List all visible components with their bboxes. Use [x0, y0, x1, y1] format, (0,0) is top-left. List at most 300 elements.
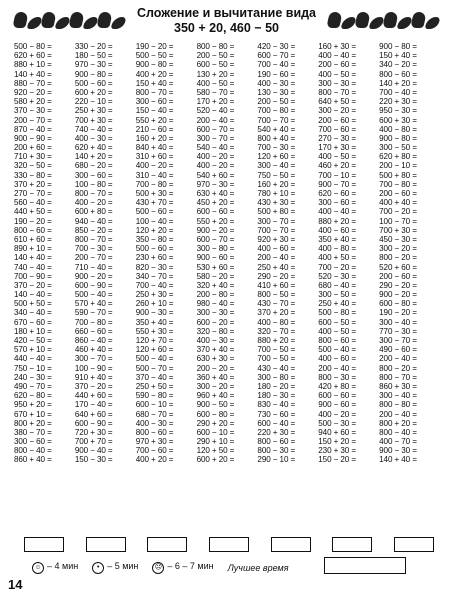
- answer-box[interactable]: [86, 537, 126, 552]
- exercise-item: 400 − 80 =: [257, 317, 296, 327]
- exercise-item: 700 − 80 =: [74, 317, 113, 327]
- exercise-item: 300 − 20 =: [318, 106, 356, 116]
- exercise-item: 460 + 20 =: [318, 161, 356, 171]
- exercise-item: 530 + 60 =: [196, 262, 235, 272]
- exercise-item: 210 − 60 =: [135, 124, 174, 134]
- exercise-item: 900 − 60 =: [318, 400, 356, 410]
- exercise-item: 570 + 40 =: [74, 299, 113, 309]
- exercise-item: 370 − 20 =: [14, 280, 52, 290]
- exercise-item: 840 + 40 =: [135, 143, 174, 153]
- exercise-item: 350 − 80 =: [135, 234, 174, 244]
- exercise-item: 240 − 30 =: [14, 372, 52, 382]
- exercise-item: 270 − 70 =: [14, 189, 52, 198]
- exercise-item: 700 + 70 =: [74, 437, 113, 447]
- exercise-item: 900 − 80 =: [379, 133, 417, 143]
- exercise-item: 200 − 60 =: [379, 271, 417, 281]
- exercise-item: 700 + 30 =: [379, 225, 417, 235]
- exercise-item: 570 + 10 =: [14, 345, 52, 355]
- sad-face-icon: ☹: [152, 562, 164, 574]
- page-header: [14, 6, 439, 40]
- exercise-item: 200 − 40 =: [379, 354, 417, 364]
- exercise-item: 120 + 50 =: [196, 446, 235, 456]
- exercise-item: 300 − 80 =: [196, 244, 235, 254]
- exercise-item: 300 − 30 =: [318, 78, 356, 88]
- exercise-item: 590 − 80 =: [135, 391, 174, 401]
- exercise-grid: [14, 42, 440, 465]
- exercise-item: 190 − 20 =: [14, 216, 52, 226]
- exercise-item: 800 − 60 =: [379, 69, 417, 79]
- exercise-item: 800 − 60 =: [318, 336, 356, 345]
- answer-box[interactable]: [271, 537, 311, 552]
- exercise-item: 900 − 60 =: [196, 253, 235, 263]
- exercise-item: 700 − 70 =: [257, 115, 296, 125]
- exercise-item: 140 + 40 =: [14, 253, 52, 263]
- exercise-item: 190 − 20 =: [135, 42, 174, 51]
- exercise-item: 300 − 60 =: [135, 97, 174, 107]
- exercise-item: 600 − 50 =: [196, 60, 235, 70]
- exercise-item: 750 − 50 =: [257, 170, 296, 180]
- best-time-label: Лучшее время: [227, 562, 289, 573]
- exercise-item: 750 − 10 =: [14, 363, 52, 373]
- exercise-item: 300 − 70 =: [196, 133, 235, 143]
- exercise-item: 800 + 20 =: [14, 418, 52, 428]
- exercise-item: 200 − 70 =: [74, 253, 113, 263]
- exercise-item: 860 − 40 =: [74, 336, 113, 345]
- exercise-item: 300 − 60 =: [74, 170, 113, 180]
- exercise-item: 880 + 10 =: [14, 60, 52, 70]
- exercise-item: 250 + 30 =: [135, 290, 174, 300]
- exercise-item: 300 − 40 =: [379, 317, 417, 327]
- exercise-item: 290 + 10 =: [196, 437, 235, 447]
- exercise-item: 500 − 70 =: [135, 363, 174, 373]
- exercise-item: 860 + 30 =: [379, 381, 417, 391]
- exercise-item: 150 + 40 =: [135, 78, 174, 88]
- exercise-item: 970 − 30 =: [196, 179, 235, 189]
- exercise-item: 600 − 90 =: [74, 280, 113, 290]
- exercise-item: 400 − 40 =: [318, 51, 356, 61]
- exercise-item: 250 + 40 =: [318, 299, 356, 309]
- exercise-item: 130 − 30 =: [257, 87, 296, 97]
- exercise-item: 370 + 40 =: [196, 345, 235, 355]
- exercise-item: 610 + 60 =: [14, 234, 52, 244]
- exercise-item: 550 + 20 =: [196, 216, 235, 226]
- exercise-item: 400 + 40 =: [379, 198, 417, 208]
- exercise-item: 660 − 60 =: [74, 326, 113, 336]
- exercise-item: 880 + 20 =: [257, 336, 296, 345]
- exercise-item: 120 + 70 =: [135, 336, 174, 345]
- exercise-item: 700 − 80 =: [135, 179, 174, 189]
- exercise-item: 540 + 60 =: [196, 170, 235, 180]
- exercise-item: 800 − 60 =: [135, 427, 174, 437]
- exercise-item: 700 − 50 =: [257, 354, 296, 364]
- exercise-item: 420 − 30 =: [257, 42, 296, 51]
- exercise-item: 800 + 40 =: [257, 133, 296, 143]
- exercise-item: 300 − 70 =: [257, 216, 296, 226]
- exercise-item: 260 + 10 =: [135, 299, 174, 309]
- exercise-item: 400 + 20 =: [135, 455, 174, 465]
- exercise-item: 400 − 40 =: [318, 207, 356, 217]
- exercise-item: 100 − 70 =: [379, 216, 417, 226]
- exercise-item: 190 − 60 =: [257, 69, 296, 79]
- exercise-item: 100 − 40 =: [135, 216, 174, 226]
- exercise-item: 960 + 40 =: [196, 391, 235, 401]
- exercise-item: 370 − 30 =: [14, 106, 52, 116]
- exercise-item: 400 − 20 =: [196, 152, 235, 162]
- exercise-item: 170 − 40 =: [74, 400, 113, 410]
- exercise-item: 100 − 80 =: [74, 179, 113, 189]
- exercise-item: 900 − 70 =: [318, 179, 356, 189]
- exercise-item: 400 − 50 =: [196, 78, 235, 88]
- exercise-item: 800 − 80 =: [196, 42, 235, 51]
- exercise-item: 800 − 20 =: [379, 253, 417, 263]
- exercise-item: 300 − 20 =: [379, 244, 417, 254]
- exercise-item: 500 − 40 =: [135, 354, 174, 364]
- exercise-item: 600 − 80 =: [196, 409, 235, 419]
- exercise-column: [318, 42, 379, 465]
- exercise-item: 940 + 60 =: [318, 427, 356, 437]
- answer-box[interactable]: [209, 537, 249, 552]
- exercise-item: 300 − 50 =: [379, 143, 417, 153]
- exercise-item: 220 + 30 =: [379, 97, 417, 107]
- exercise-item: 540 − 40 =: [196, 143, 235, 153]
- exercise-item: 380 − 70 =: [14, 427, 52, 437]
- exercise-item: 150 − 30 =: [74, 455, 113, 465]
- exercise-item: 400 − 60 =: [318, 225, 356, 235]
- exercise-item: 400 − 80 =: [318, 244, 356, 254]
- exercise-item: 300 − 70 =: [379, 336, 417, 345]
- exercise-item: 980 − 40 =: [196, 299, 235, 309]
- exercise-item: 370 − 40 =: [135, 372, 174, 382]
- exercise-item: 400 − 60 =: [318, 354, 356, 364]
- exercise-item: 900 − 80 =: [135, 60, 174, 70]
- exercise-item: 140 − 40 =: [14, 290, 52, 300]
- exercise-item: 700 − 50 =: [257, 345, 296, 355]
- exercise-item: 700 − 10 =: [318, 170, 356, 180]
- exercise-item: 800 − 30 =: [318, 372, 356, 382]
- exercise-item: 900 − 80 =: [74, 69, 113, 79]
- exercise-item: 500 + 80 =: [257, 207, 296, 217]
- exercise-item: 430 + 70 =: [135, 198, 174, 208]
- exercise-item: 500 − 30 =: [318, 418, 356, 428]
- exercise-item: 700 − 60 =: [318, 124, 356, 134]
- exercise-item: 200 − 40 =: [318, 363, 356, 373]
- exercise-item: 400 − 20 =: [74, 198, 113, 208]
- exercise-item: 320 − 50 =: [14, 161, 52, 171]
- exercise-item: 900 − 90 =: [14, 133, 52, 143]
- exercise-item: 310 − 40 =: [135, 170, 174, 180]
- exercise-item: 140 + 20 =: [74, 152, 113, 162]
- exercise-item: 300 − 60 =: [14, 437, 52, 447]
- exercise-item: 400 − 30 =: [74, 133, 113, 143]
- exercise-item: 800 − 40 =: [14, 446, 52, 456]
- exercise-item: 500 − 60 =: [135, 207, 174, 217]
- exercise-item: 500 − 80 =: [14, 42, 52, 51]
- exercise-item: 490 − 60 =: [379, 345, 417, 355]
- exercise-item: 180 − 50 =: [74, 51, 113, 61]
- exercise-item: 440 + 60 =: [74, 391, 113, 401]
- neutral-face-icon: •: [92, 562, 104, 574]
- exercise-item: 920 + 30 =: [257, 234, 296, 244]
- exercise-item: 500 + 50 =: [14, 299, 52, 309]
- exercise-item: 770 − 30 =: [379, 326, 417, 336]
- exercise-item: 290 − 10 =: [257, 455, 296, 465]
- exercise-item: 600 − 80 =: [379, 299, 417, 309]
- exercise-item: 200 − 40 =: [379, 409, 417, 419]
- exercise-item: 820 − 30 =: [135, 262, 174, 272]
- exercise-item: 700 − 20 =: [379, 207, 417, 217]
- exercise-item: 300 − 30 =: [196, 308, 235, 318]
- exercise-item: 620 + 80 =: [379, 152, 417, 162]
- exercise-item: 200 − 10 =: [379, 161, 417, 171]
- best-time-box[interactable]: [324, 557, 406, 574]
- exercise-item: 630 + 40 =: [196, 189, 235, 198]
- exercise-item: 420 + 80 =: [318, 381, 356, 391]
- exercise-item: 150 + 20 =: [318, 437, 356, 447]
- exercise-item: 430 + 30 =: [257, 198, 296, 208]
- exercise-item: 270 − 30 =: [318, 133, 356, 143]
- exercise-item: 230 + 30 =: [318, 446, 356, 456]
- exercise-item: 580 + 20 =: [14, 97, 52, 107]
- exercise-item: 300 − 80 =: [257, 372, 296, 382]
- exercise-item: 370 + 20 =: [257, 308, 296, 318]
- exercise-item: 180 − 30 =: [257, 391, 296, 401]
- exercise-item: 700 − 80 =: [379, 179, 417, 189]
- exercise-item: 600 − 60 =: [318, 391, 356, 401]
- exercise-item: 800 − 70 =: [379, 372, 417, 382]
- exercise-item: 580 − 20 =: [196, 271, 235, 281]
- exercise-item: 600 − 90 =: [74, 418, 113, 428]
- exercise-item: 600 − 20 =: [196, 317, 235, 327]
- exercise-item: 300 − 70 =: [74, 354, 113, 364]
- exercise-item: 520 − 40 =: [196, 106, 235, 116]
- exercise-item: 520 + 60 =: [379, 262, 417, 272]
- exercise-item: 620 + 60 =: [14, 51, 52, 61]
- exercise-item: 600 − 60 =: [196, 207, 235, 217]
- exercise-item: 900 − 30 =: [135, 308, 174, 318]
- exercise-item: 800 − 30 =: [257, 446, 296, 456]
- exercise-item: 400 − 70 =: [379, 437, 417, 447]
- exercise-item: 900 − 50 =: [196, 400, 235, 410]
- exercise-item: 780 + 10 =: [257, 189, 296, 198]
- exercise-item: 880 − 70 =: [14, 78, 52, 88]
- exercise-item: 440 − 40 =: [14, 354, 52, 364]
- exercise-item: 370 + 20 =: [14, 179, 52, 189]
- exercise-item: 900 − 80 =: [379, 42, 417, 51]
- exercise-item: 160 + 30 =: [318, 42, 356, 51]
- exercise-item: 800 − 70 =: [74, 189, 113, 198]
- exercise-column: [197, 42, 258, 465]
- exercise-item: 670 − 60 =: [14, 317, 52, 327]
- exercise-item: 640 + 60 =: [74, 409, 113, 419]
- exercise-item: 560 − 40 =: [14, 198, 52, 208]
- exercise-item: 620 − 60 =: [318, 189, 356, 198]
- exercise-item: 430 − 70 =: [257, 299, 296, 309]
- exercise-item: 150 + 40 =: [379, 51, 417, 61]
- exercise-item: 800 − 70 =: [135, 87, 174, 97]
- exercise-item: 600 + 30 =: [379, 115, 417, 125]
- time-legend: [32, 561, 289, 574]
- exercise-item: 800 − 70 =: [74, 234, 113, 244]
- exercise-item: 700 − 40 =: [135, 280, 174, 290]
- exercise-item: 150 − 20 =: [318, 455, 356, 465]
- exercise-item: 900 − 30 =: [379, 446, 417, 456]
- exercise-item: 400 − 20 =: [135, 161, 174, 171]
- exercise-item: 800 − 20 =: [379, 363, 417, 373]
- exercise-item: 800 − 60 =: [14, 225, 52, 235]
- exercise-item: 400 − 50 =: [318, 152, 356, 162]
- animal-silhouettes-right-decoration: [328, 12, 439, 34]
- exercise-item: 600 − 10 =: [135, 400, 174, 410]
- exercise-item: 410 + 60 =: [257, 280, 296, 290]
- exercise-column: [14, 42, 75, 465]
- exercise-item: 500 − 40 =: [318, 345, 356, 355]
- exercise-item: 630 + 30 =: [196, 354, 235, 364]
- exercise-item: 900 − 20 =: [74, 271, 113, 281]
- legend-item-fast: ☺ – 4 мин: [32, 561, 78, 574]
- exercise-item: 830 − 40 =: [257, 400, 296, 410]
- exercise-column: [75, 42, 136, 465]
- exercise-item: 130 + 20 =: [196, 69, 235, 79]
- exercise-item: 460 + 40 =: [74, 345, 113, 355]
- exercise-item: 600 − 10 =: [196, 427, 235, 437]
- exercise-item: 220 − 10 =: [74, 97, 113, 107]
- exercise-item: 520 − 30 =: [318, 271, 356, 281]
- exercise-item: 350 + 40 =: [318, 234, 356, 244]
- exercise-item: 700 − 60 =: [135, 446, 174, 456]
- exercise-item: 700 − 80 =: [257, 106, 296, 116]
- exercise-item: 500 + 30 =: [135, 189, 174, 198]
- exercise-item: 500 + 80 =: [379, 170, 417, 180]
- exercise-item: 200 + 60 =: [14, 143, 52, 153]
- exercise-item: 300 − 40 =: [379, 391, 417, 401]
- exercise-item: 360 + 40 =: [196, 372, 235, 382]
- title-line-1: Сложение и вычитание вида: [136, 6, 317, 20]
- exercise-item: 190 − 20 =: [379, 308, 417, 318]
- exercise-item: 600 + 20 =: [74, 87, 113, 97]
- answer-box[interactable]: [24, 537, 64, 552]
- exercise-item: 740 − 40 =: [74, 124, 113, 134]
- answer-box[interactable]: [147, 537, 187, 552]
- page-number: 14: [8, 577, 23, 592]
- exercise-item: 670 + 10 =: [14, 409, 52, 419]
- exercise-item: 450 − 30 =: [379, 234, 417, 244]
- exercise-item: 700 − 30 =: [257, 143, 296, 153]
- exercise-item: 800 + 20 =: [379, 418, 417, 428]
- exercise-item: 500 − 60 =: [135, 244, 174, 254]
- exercise-item: 710 − 40 =: [74, 262, 113, 272]
- exercise-item: 590 − 70 =: [74, 308, 113, 318]
- exercise-item: 180 + 10 =: [14, 326, 52, 336]
- exercise-item: 400 + 50 =: [318, 253, 356, 263]
- exercise-item: 200 − 60 =: [379, 189, 417, 198]
- exercise-item: 300 − 20 =: [196, 381, 235, 391]
- exercise-item: 550 + 20 =: [135, 115, 174, 125]
- answer-box[interactable]: [394, 537, 434, 552]
- exercise-item: 700 − 40 =: [379, 87, 417, 97]
- exercise-item: 500 − 80 =: [318, 308, 356, 318]
- exercise-item: 730 − 60 =: [257, 409, 296, 419]
- exercise-item: 890 + 10 =: [14, 244, 52, 254]
- exercise-item: 540 + 40 =: [257, 124, 296, 134]
- exercise-item: 700 − 40 =: [257, 60, 296, 70]
- exercise-column: [257, 42, 318, 465]
- exercise-item: 400 − 30 =: [196, 336, 235, 345]
- exercise-item: 300 − 50 =: [318, 290, 356, 300]
- exercise-item: 800 − 40 =: [379, 427, 417, 437]
- exercise-item: 300 − 60 =: [318, 198, 356, 208]
- exercise-item: 200 − 60 =: [318, 115, 356, 125]
- exercise-item: 900 − 20 =: [379, 290, 417, 300]
- exercise-item: 170 + 30 =: [318, 143, 356, 153]
- exercise-item: 720 + 30 =: [74, 427, 113, 437]
- exercise-item: 140 + 40 =: [379, 455, 417, 465]
- exercise-item: 800 − 60 =: [257, 437, 296, 447]
- exercise-item: 600 − 40 =: [257, 418, 296, 428]
- exercise-item: 140 + 40 =: [14, 69, 52, 79]
- exercise-item: 870 − 40 =: [14, 124, 52, 134]
- exercise-item: 950 + 20 =: [14, 400, 52, 410]
- exercise-item: 940 − 40 =: [74, 216, 113, 226]
- exercise-item: 340 − 20 =: [379, 60, 417, 70]
- exercise-item: 330 − 20 =: [74, 42, 113, 51]
- exercise-item: 700 − 20 =: [318, 262, 356, 272]
- exercise-item: 120 + 60 =: [257, 152, 296, 162]
- exercise-item: 180 − 20 =: [257, 381, 296, 391]
- exercise-item: 160 + 20 =: [257, 179, 296, 189]
- exercise-item: 600 + 80 =: [74, 207, 113, 217]
- exercise-item: 400 − 30 =: [257, 78, 296, 88]
- exercise-item: 320 − 80 =: [196, 326, 235, 336]
- exercise-item: 200 − 70 =: [14, 115, 52, 125]
- exercise-column: [136, 42, 197, 465]
- exercise-item: 430 − 40 =: [257, 363, 296, 373]
- exercise-item: 550 + 30 =: [135, 326, 174, 336]
- exercise-item: 400 − 80 =: [379, 124, 417, 134]
- legend-item-slow: ☹ – 6 – 7 мин: [152, 561, 213, 574]
- exercise-item: 700 + 30 =: [74, 115, 113, 125]
- exercise-item: 880 + 20 =: [318, 216, 356, 226]
- exercise-item: 400 − 30 =: [135, 418, 174, 428]
- exercise-item: 700 − 30 =: [74, 244, 113, 254]
- exercise-item: 900 − 40 =: [74, 446, 113, 456]
- exercise-item: 400 − 20 =: [318, 409, 356, 419]
- exercise-item: 200 − 40 =: [257, 253, 296, 263]
- exercise-item: 160 + 20 =: [135, 133, 174, 143]
- exercise-item: 850 − 20 =: [74, 225, 113, 235]
- exercise-item: 370 − 20 =: [74, 381, 113, 391]
- exercise-item: 800 − 70 =: [318, 87, 356, 97]
- exercise-item: 200 − 60 =: [318, 60, 356, 70]
- exercise-item: 710 + 30 =: [14, 152, 52, 162]
- exercise-item: 400 − 50 =: [318, 69, 356, 79]
- exercise-item: 220 + 30 =: [257, 427, 296, 437]
- exercise-item: 420 − 50 =: [14, 336, 52, 345]
- exercise-item: 250 + 50 =: [135, 381, 174, 391]
- exercise-item: 910 + 40 =: [74, 372, 113, 382]
- exercise-item: 700 − 70 =: [257, 225, 296, 235]
- exercise-item: 120 + 60 =: [135, 345, 174, 355]
- answer-box[interactable]: [332, 537, 372, 552]
- exercise-item: 900 − 20 =: [196, 225, 235, 235]
- legend-item-medium: • – 5 мин: [92, 561, 138, 574]
- exercise-item: 600 − 50 =: [318, 317, 356, 327]
- exercise-item: 500 − 60 =: [74, 78, 113, 88]
- exercise-item: 170 + 20 =: [196, 97, 235, 107]
- exercise-item: 350 + 40 =: [135, 317, 174, 327]
- exercise-item: 400 − 50 =: [318, 326, 356, 336]
- exercise-item: 640 + 50 =: [318, 97, 356, 107]
- exercise-item: 800 − 80 =: [379, 400, 417, 410]
